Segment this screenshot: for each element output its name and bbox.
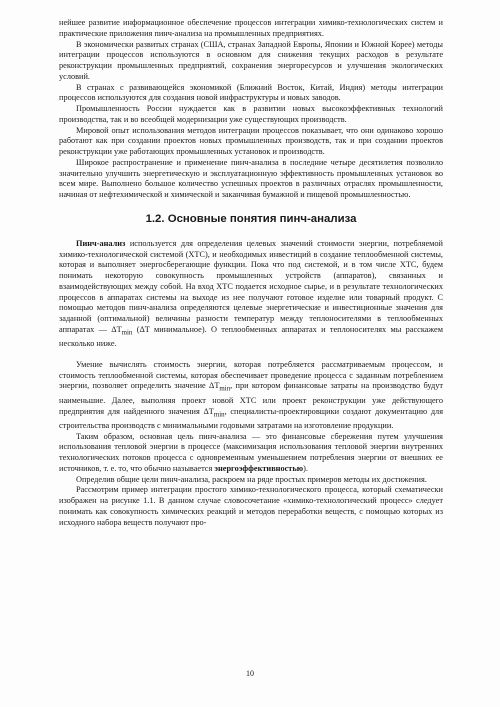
paragraph-gap bbox=[59, 350, 443, 360]
term-pinch-analysis: Пинч-анализ bbox=[76, 238, 126, 248]
paragraph bbox=[59, 432, 443, 475]
paragraph: нейшее развитие информационное обеспечение процессов интеграции химико-технологических систем и практические приложения пинч-анализа на промышленных предприятиях. bbox=[59, 18, 443, 38]
paragraph: Промышленность России нуждается как в развитии новых высокоэффективных технологий производства, так и во всеобщей модернизации уже существующих производств. bbox=[59, 104, 443, 124]
text-run: (ΔT минимальное). О теплообменных аппаратах и теплоносителях мы расскажем несколько ниже. bbox=[59, 324, 443, 349]
paragraph bbox=[59, 360, 443, 432]
text-run: Таким образом, основная цель пинч-анализа — это финансовые сбережения путем улучшения использования тепловой энергии в процессе (максимизация использования тепловой энергии внутренних технологических потоков процесса с одновременным уменьшением потребления энергии от внешних ее источников, т. е. то, что обычно называется bbox=[59, 431, 443, 473]
subscript-min: min bbox=[219, 386, 231, 394]
subscript-min: min bbox=[213, 411, 225, 419]
section-heading: 1.2. Основные понятия пинч-анализа bbox=[145, 212, 357, 225]
term-energy-efficiency: энергоэффективностью bbox=[214, 463, 304, 473]
paragraph: Рассмотрим пример интеграции простого химико-технологического процесса, который схематически изображен на рисунке 1.1. В данном случае словосочетание «химико-технологический процесс» следует понимать как совокупность химических реакций и методов переработки веществ, с помощью которых из исходного набора веществ получают про- bbox=[59, 485, 443, 527]
text-run: используется для определения целевых значений стоимости энергии, потребляемой химико-технологической системой (ХТС), и необходимых инвестиций в создание теплообменной системы, которая и выполняет энергосберегающие функции. Пока что под системой, и в том числе ХТС, будем понимать некоторую совокупность промышленных устройств (аппаратов), связанных и взаимодействующих между собой. На вход ХТС подается исходное сырье, и в результате технологических процессов в аппаратах системы на выходе из нее получают готовое изделие или товарный продукт. С помощью методов пинч-анализа определяются целевые энергетические и инвестиционные значения для заданной (оптимальной) величины разности температур между теплоносителями в теплообменных аппаратах — ΔT bbox=[59, 238, 443, 334]
page-content bbox=[59, 18, 443, 528]
paragraph: В странах с развивающейся экономикой (Ближний Восток, Китай, Индия) методы интеграции процессов используются для создания новой инфраструктуры и новых заводов. bbox=[59, 82, 443, 103]
paragraph: Определив общие цели пинч-анализа, раскроем на ряде простых примеров методы их достижения. bbox=[76, 474, 427, 484]
paragraph-pinch-definition bbox=[59, 239, 443, 350]
page-number: 10 bbox=[246, 669, 254, 678]
paragraph: Широкое распространение и применение пинч-анализа в последние четыре десятилетия позволило значительно улучшить энергетическую и эксплуатационную эффективность промышленных установок во всем мире. Выполнено большое количество успешных проектов в различных отраслях промышленности, начиная от нефтехимической и химической и заканчивая бумажной и пищевой промышленностью. bbox=[59, 157, 443, 199]
subscript-min: min bbox=[121, 329, 133, 337]
text-run: Умение вычислять стоимость энергии, которая потребляется рассматриваемым процессом, и стоимость теплообменной системы, которая обеспечивает проведение процесса с заданным потреблением энергии, позволяет определить значение ΔT bbox=[59, 359, 443, 391]
text-run: , при котором финансовые затраты на производство будут наименьшие. Далее, выполняя проект новой ХТС или проект реконструкции уже действующего предприятия для найденного значения ΔT bbox=[59, 381, 443, 416]
text-run: , специалисты-проектировщики создают документацию для строительства производств с минимальными годовыми затратами на изготовление продукции. bbox=[59, 406, 444, 430]
text-run: ). bbox=[303, 463, 308, 473]
paragraph: Мировой опыт использования методов интеграции процессов показывает, что они одинаково хорошо работают как при создании проектов новых промышленных производств, так и при создании проектов реконструкции уже работающих промышленных установок и производств. bbox=[59, 125, 443, 156]
paragraph: В экономически развитых странах (США, странах Западной Европы, Японии и Южной Корее) методы интеграции процессов используются в основном для снижения текущих расходов в результате реконструкции промышленных предприятий, сохранения энергоресурсов и улучшения экологических условий. bbox=[59, 39, 443, 81]
